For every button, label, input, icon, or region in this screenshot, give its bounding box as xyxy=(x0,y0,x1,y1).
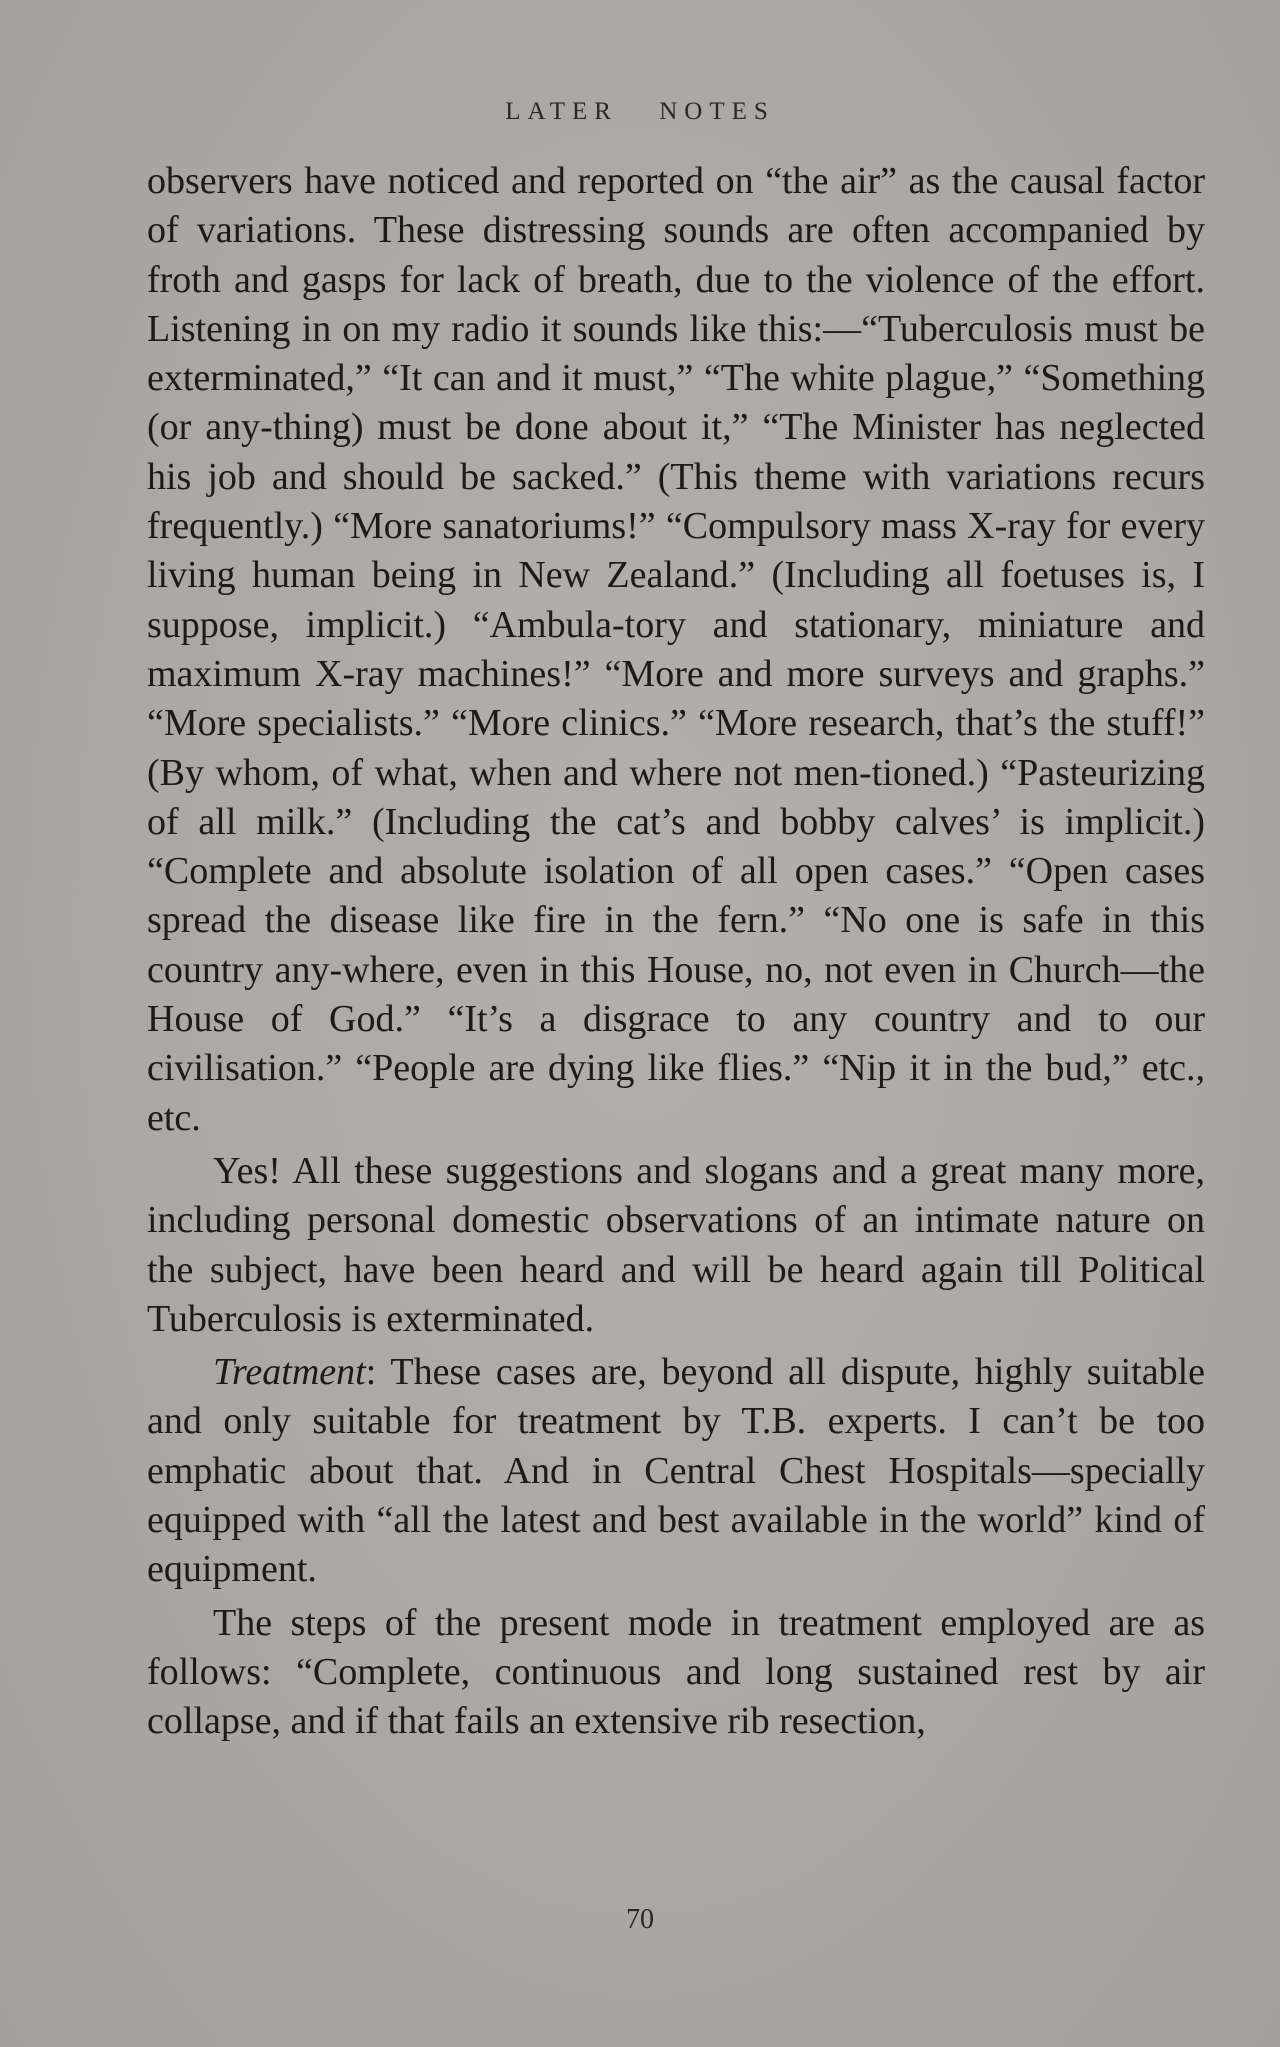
body-text xyxy=(147,157,1205,1747)
treatment-text: : These cases are, beyond all dispute, highly suitable and only suitable for treatment by T.B. experts. I can’t be too emphatic about that. And in Central Chest Hospitals—specially equipped with “all the latest and best available in the world” kind of equipment. xyxy=(147,1351,1205,1591)
running-head: LATER NOTES xyxy=(505,98,775,125)
paragraph-suggestions: Yes! All these suggestions and slogans and a great many more, including personal domestic observations of an intimate nature on the subject, have been heard and will be heard again till Political Tuberculosis is exterminated. xyxy=(147,1149,1205,1340)
page-number: 70 xyxy=(626,1904,654,1935)
treatment-lead: Treatment xyxy=(213,1351,366,1394)
paragraph-treatment xyxy=(147,1348,1205,1594)
paragraph-political-slogans: observers have noticed and reported on “the air” as the causal factor of variations. These distressing sounds are often accompanied by froth and gasps for lack of breath, due to the violence of the effort. Listening in on my radio it sounds like this:—“Tuberculosis must be exterminated,” “It can and it must,” “The white plague,” “Something (or any‑thing) must be done about it,” “The Minister has neglected his job and should be sacked.” (This theme with variations recurs frequently.) “More sanatoriums!” “Compulsory mass X‑ray for every living human being in New Zealand.” (Including all foetuses is, I suppose, implicit.) “Ambula‑tory and stationary, miniature and maximum X‑ray machines!” “More and more surveys and graphs.” “More specialists.” “More clinics.” “More research, that’s the stuff!” (By whom, of what, when and where not men‑tioned.) “Pasteurizing of all milk.” (Including the cat’s and bobby calves’ is implicit.) “Complete and absolute isolation of all open cases.” “Open cases spread the disease like fire in the fern.” “No one is safe in this country any‑where, even in this House, no, not even in Church—the House of God.” “It’s a disgrace to any country and to our civilisation.” “People are dying like flies.” “Nip it in the bud,” etc., etc. xyxy=(147,160,1205,1139)
paragraph-treatment-steps: The steps of the present mode in treatment employed are as follows: “Complete, continuous and long sustained rest by air collapse, and if that fails an extensive rib resection, xyxy=(147,1601,1205,1743)
